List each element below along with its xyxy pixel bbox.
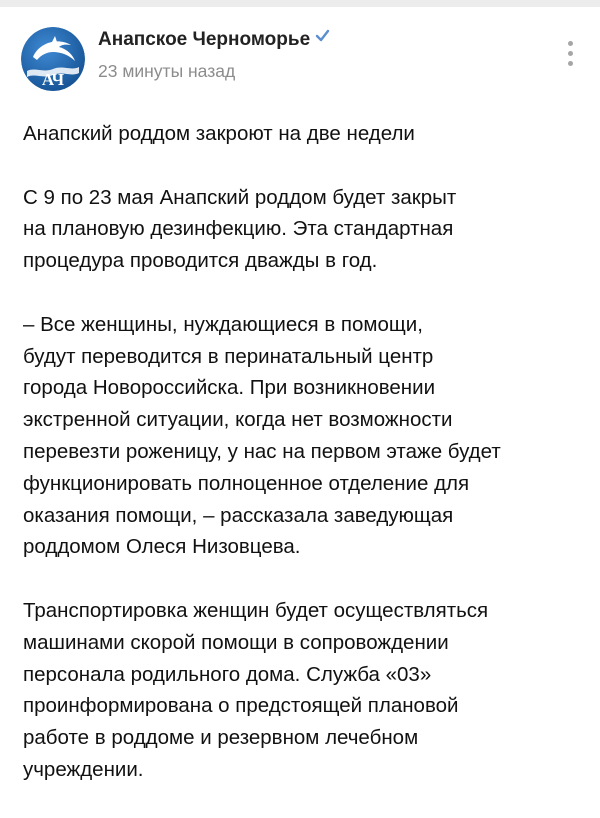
community-avatar[interactable]	[21, 27, 85, 91]
post-header	[21, 25, 581, 91]
text-line: роддомом Олеся Низовцева.	[23, 535, 301, 559]
text-line: работе в роддоме и резервном лечебном	[23, 726, 419, 750]
text-line: – Все женщины, нуждающиеся в помощи,	[23, 312, 423, 336]
post-card	[0, 7, 600, 799]
text-line: учреждении.	[23, 757, 144, 781]
text-line: Транспортировка женщин будет осуществляться	[23, 598, 489, 622]
paragraph-3	[23, 595, 588, 786]
more-vertical-icon[interactable]	[565, 41, 575, 69]
post-text	[23, 118, 588, 818]
paragraph-2	[23, 309, 588, 563]
text-line: процедура проводится дважды в год.	[23, 249, 378, 273]
feed-separator	[0, 0, 600, 7]
author-name-text[interactable]: Анапское Черноморье	[98, 29, 311, 50]
text-line: будут переводится в перинатальный центр	[23, 344, 434, 368]
paragraph-1	[23, 182, 588, 277]
text-line: С 9 по 23 мая Анапский роддом будет закрыт	[23, 185, 457, 209]
text-line: перевезти роженицу, у нас на первом этаже будет	[23, 439, 501, 463]
text-line: Анапский роддом закроют на две недели	[23, 122, 415, 145]
text-line: персонала родильного дома. Служба «03»	[23, 662, 432, 686]
text-line: машинами скорой помощи в сопровождении	[23, 630, 449, 654]
verified-check-icon	[314, 27, 331, 50]
text-line: экстренной ситуации, когда нет возможности	[23, 408, 453, 432]
post-timestamp[interactable]: 23 минуты назад	[98, 61, 236, 81]
text-line: проинформирована о предстоящей плановой	[23, 694, 459, 718]
text-line: оказания помощи, – рассказала заведующая	[23, 503, 454, 527]
avatar-initials: АЧ	[41, 70, 65, 89]
text-line: города Новороссийска. При возникновении	[23, 376, 436, 400]
post-title	[23, 118, 588, 150]
author-name[interactable]	[98, 29, 331, 51]
dolphin-logo-icon	[21, 27, 85, 91]
text-line: на плановую дезинфекцию. Эта стандартная	[23, 217, 454, 241]
text-line: функционировать полноценное отделение для	[23, 471, 470, 495]
